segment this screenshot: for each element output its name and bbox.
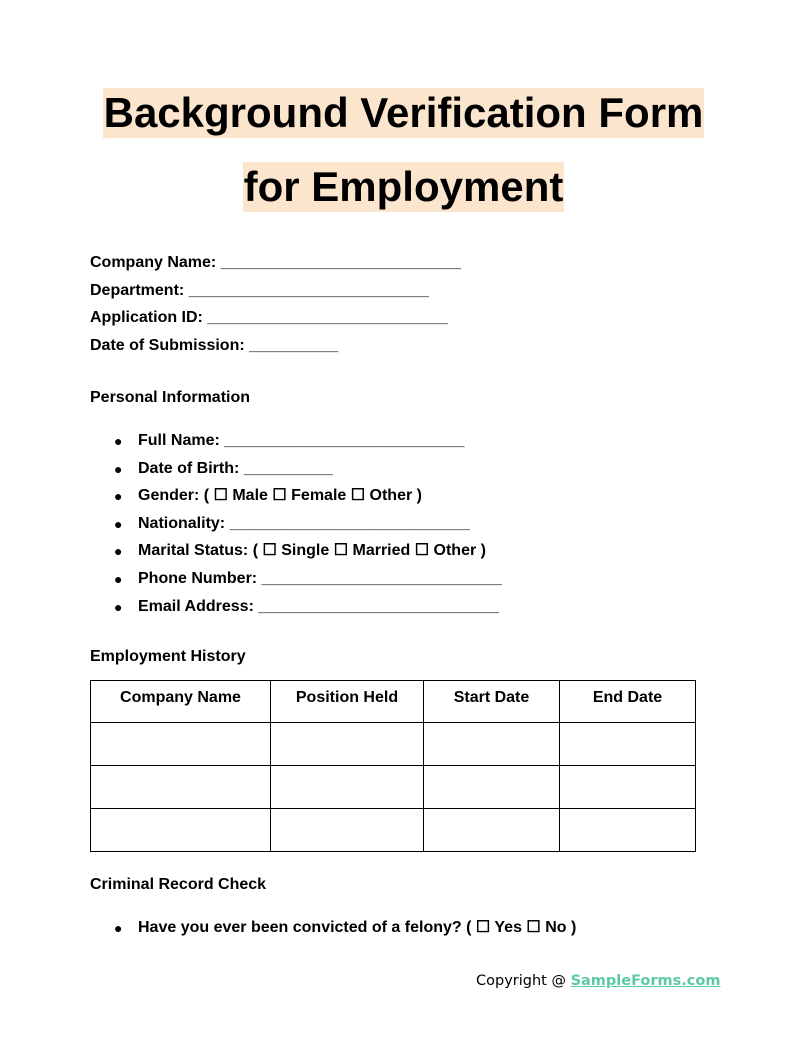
sampleforms-link[interactable]: SampleForms.com	[570, 973, 721, 989]
application-id-field[interactable]	[90, 308, 448, 328]
date-of-submission-label: Date of Submission:	[90, 337, 245, 354]
marital-status-item[interactable]	[90, 541, 502, 569]
table-cell[interactable]	[271, 766, 424, 809]
company-name-field[interactable]	[90, 253, 461, 273]
email-address-item[interactable]	[90, 597, 502, 625]
table-cell[interactable]	[560, 809, 696, 852]
column-header-start-date: Start Date	[424, 681, 560, 723]
bullet-icon: ●	[114, 570, 123, 587]
full-name-item[interactable]	[90, 431, 502, 459]
date-of-birth-item[interactable]	[90, 459, 502, 487]
table-row	[91, 723, 696, 766]
table-cell[interactable]	[424, 766, 560, 809]
table-cell[interactable]	[560, 766, 696, 809]
table-row	[91, 766, 696, 809]
list-item-text: Email Address: ___________________________	[138, 597, 499, 615]
phone-number-item[interactable]	[90, 569, 502, 597]
table-row	[91, 809, 696, 852]
personal-information-list	[90, 431, 502, 624]
company-name-blank[interactable]: ___________________________	[220, 254, 461, 271]
column-header-position-held: Position Held	[271, 681, 424, 723]
list-item-text: Have you ever been convicted of a felony? ( ☐ Yes ☐ No )	[138, 919, 577, 936]
employment-history-table	[90, 680, 696, 852]
list-item-text: Marital Status: ( ☐ Single ☐ Married ☐ Other )	[138, 542, 486, 560]
copyright-text: Copyright @	[476, 973, 571, 989]
table-cell[interactable]	[424, 723, 560, 766]
list-item-text: Nationality: ___________________________	[138, 514, 470, 532]
criminal-record-list	[90, 918, 576, 946]
date-of-submission-blank[interactable]: __________	[249, 337, 339, 354]
bullet-icon: ●	[114, 460, 123, 477]
table-cell[interactable]	[271, 723, 424, 766]
list-item-text: Full Name: ___________________________	[138, 432, 465, 449]
bullet-icon: ●	[114, 433, 123, 449]
bullet-icon: ●	[114, 920, 123, 936]
list-item-text: Gender: ( ☐ Male ☐ Female ☐ Other )	[138, 487, 422, 505]
bullet-icon: ●	[114, 543, 123, 560]
column-header-end-date: End Date	[560, 681, 696, 723]
department-blank[interactable]: ___________________________	[188, 282, 429, 299]
column-header-company-name: Company Name	[91, 681, 271, 723]
department-label: Department:	[90, 282, 185, 299]
employment-history-heading: Employment History	[90, 648, 246, 665]
table-cell[interactable]	[91, 766, 271, 809]
nationality-item[interactable]	[90, 514, 502, 542]
application-id-label: Application ID:	[90, 309, 203, 326]
list-item-text: Date of Birth: __________	[138, 459, 333, 477]
company-name-label: Company Name:	[90, 254, 217, 271]
table-cell[interactable]	[560, 723, 696, 766]
table-cell[interactable]	[91, 723, 271, 766]
criminal-record-heading: Criminal Record Check	[90, 876, 267, 893]
personal-information-heading: Personal Information	[90, 389, 251, 406]
felony-question-item[interactable]	[90, 918, 576, 946]
gender-item[interactable]	[90, 486, 502, 514]
list-item-text: Phone Number: ___________________________	[138, 569, 502, 587]
title-line-1: Background Verification Form	[103, 89, 704, 136]
department-field[interactable]	[90, 281, 429, 301]
table-cell[interactable]	[424, 809, 560, 852]
table-cell[interactable]	[271, 809, 424, 852]
table-header-row	[91, 681, 696, 723]
table-cell[interactable]	[91, 809, 271, 852]
application-id-blank[interactable]: ___________________________	[207, 309, 448, 326]
form-title	[0, 88, 807, 212]
copyright-footer	[476, 971, 720, 991]
bullet-icon: ●	[114, 515, 123, 532]
title-line-2: for Employment	[243, 163, 564, 210]
date-of-submission-field[interactable]	[90, 336, 338, 356]
bullet-icon: ●	[114, 488, 123, 505]
bullet-icon: ●	[114, 598, 123, 615]
